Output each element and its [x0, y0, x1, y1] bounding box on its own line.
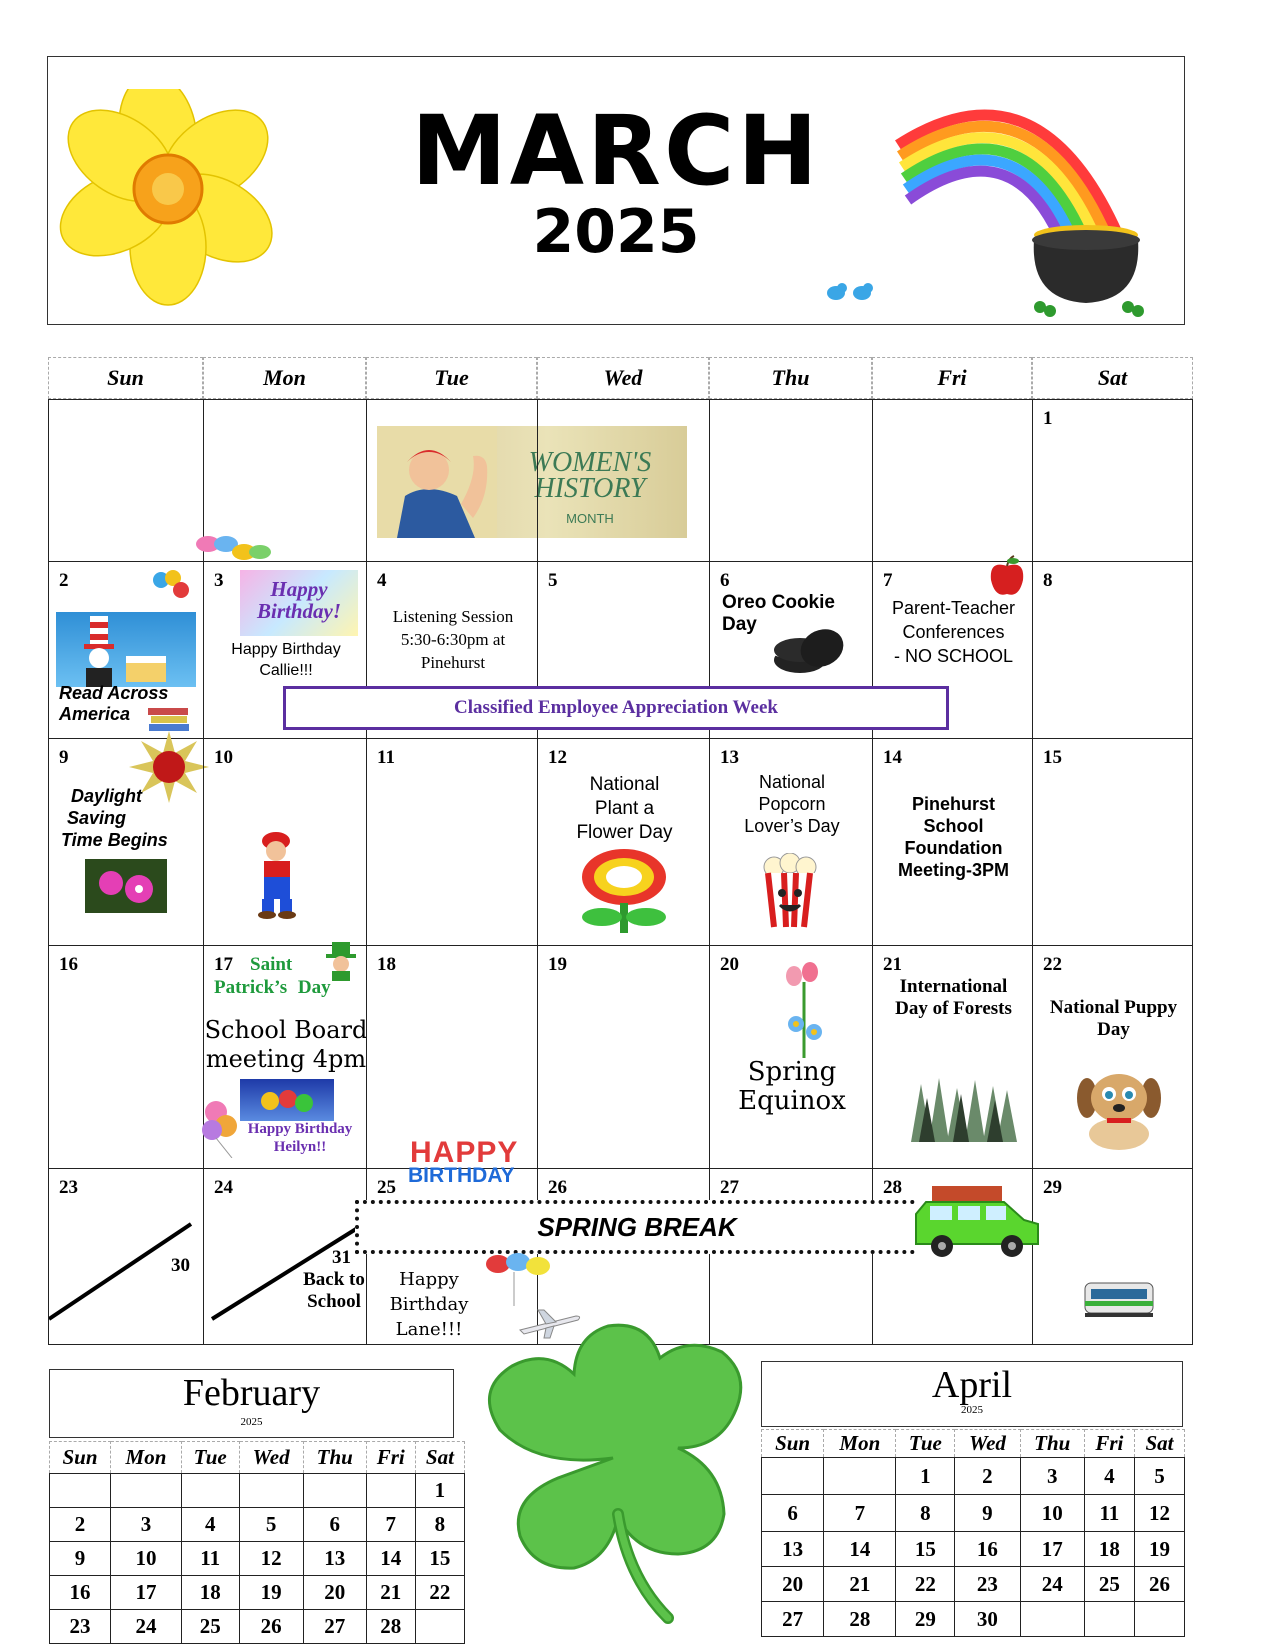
mini-dow: Sun	[762, 1430, 824, 1458]
day-number: 22	[1043, 954, 1062, 975]
mini-day[interactable]: 23	[955, 1567, 1020, 1602]
day-cell-17[interactable]	[203, 945, 367, 1169]
mini-day[interactable]: 20	[303, 1576, 366, 1610]
flower-photo	[85, 859, 167, 913]
day-number: 26	[548, 1177, 567, 1198]
day-number: 7	[883, 570, 893, 591]
mini-day[interactable]	[366, 1474, 415, 1508]
forest-trees-icon	[901, 1078, 1017, 1142]
day-cell-11[interactable]	[366, 738, 538, 946]
day-number: 1	[1043, 408, 1053, 429]
mini-day[interactable]: 26	[239, 1610, 303, 1644]
mini-day[interactable]: 9	[50, 1542, 111, 1576]
train-icon	[1083, 1279, 1155, 1319]
school-board-line-2: meeting 4pm	[205, 1045, 367, 1073]
day-number: 8	[1043, 570, 1053, 591]
foundation-line-1: Pinehurst	[911, 794, 995, 814]
mini-calendar-table	[761, 1429, 1185, 1637]
womens-history-line-2: HISTORY	[534, 473, 646, 504]
day-cell-empty[interactable]	[366, 399, 652, 562]
ptc-line-3: - NO SCHOOL	[893, 646, 1013, 666]
happy-birthday-card-text: Happy Birthday!	[256, 577, 342, 623]
dst-line-2: Saving	[67, 808, 127, 828]
calendar-month-title: MARCH	[411, 95, 821, 207]
mini-day[interactable]: 11	[181, 1542, 239, 1576]
calendar-year: 2025	[532, 197, 700, 267]
listening-session-line-1: Listening Session	[392, 607, 514, 626]
mini-day[interactable]: 22	[896, 1567, 955, 1602]
mini-day[interactable]: 9	[955, 1495, 1020, 1532]
day-number: 3	[214, 570, 224, 591]
mini-dow: Mon	[111, 1442, 182, 1474]
puppy-line-1: National Puppy	[1049, 997, 1178, 1018]
day-cell-empty[interactable]	[537, 399, 710, 562]
day-cell-empty[interactable]	[48, 399, 204, 562]
mini-day[interactable]: 22	[415, 1576, 464, 1610]
day-cell-16[interactable]	[48, 945, 204, 1169]
day-number: 10	[214, 747, 233, 768]
day-cell-13[interactable]	[709, 738, 873, 946]
balloons-icon	[240, 1079, 334, 1121]
mini-day[interactable]: 6	[303, 1508, 366, 1542]
mini-day[interactable]	[824, 1458, 896, 1495]
mini-day[interactable]: 16	[955, 1532, 1020, 1567]
womens-history-line-3: MONTH	[566, 511, 614, 526]
spring-break-banner: SPRING BREAK	[355, 1200, 915, 1254]
day-cell-23-30[interactable]	[48, 1168, 204, 1345]
st-patricks-line-2: Patrick’s	[214, 977, 288, 998]
mini-day[interactable]: 26	[1134, 1567, 1184, 1602]
mini-day[interactable]: 24	[1020, 1567, 1084, 1602]
mini-day[interactable]: 23	[50, 1610, 111, 1644]
spring-equinox-line-1: Spring	[747, 1057, 837, 1087]
mini-day[interactable]: 8	[896, 1495, 955, 1532]
popcorn-icon	[754, 853, 824, 937]
day-number: 19	[548, 954, 567, 975]
day-cell-29[interactable]	[1032, 1168, 1193, 1345]
mini-day[interactable]: 11	[1084, 1495, 1134, 1532]
day-cell-2[interactable]	[48, 561, 204, 739]
mini-day[interactable]: 15	[896, 1532, 955, 1567]
mini-day[interactable]: 28	[824, 1602, 896, 1637]
day-cell-1[interactable]	[1032, 399, 1193, 562]
day-number: 21	[883, 954, 902, 975]
mini-day[interactable]	[415, 1610, 464, 1644]
mini-day[interactable]: 2	[955, 1458, 1020, 1495]
birthday-callie-line-1: Happy Birthday	[231, 641, 341, 658]
back-to-school-line-1: Back to	[303, 1269, 365, 1290]
mini-day[interactable]: 24	[111, 1610, 182, 1644]
cat-in-hat-icon	[56, 612, 196, 687]
mini-dow: Sun	[50, 1442, 111, 1474]
mini-dow: Thu	[1020, 1430, 1084, 1458]
dst-line-3: Time Begins	[61, 830, 168, 850]
mini-day[interactable]: 25	[181, 1610, 239, 1644]
mini-day[interactable]: 5	[1134, 1458, 1184, 1495]
st-patricks-line-2-wrap	[214, 977, 331, 999]
forests-line-2: Day of Forests	[895, 998, 1012, 1019]
foundation-line-4: Meeting-3PM	[897, 860, 1009, 880]
mini-day[interactable]: 21	[366, 1576, 415, 1610]
fire-flower-icon	[574, 847, 674, 937]
day-number: 12	[548, 747, 567, 768]
day-cell-9[interactable]	[48, 738, 204, 946]
mini-day[interactable]: 13	[762, 1532, 824, 1567]
read-across-line-1: Read Across	[59, 683, 169, 703]
mini-day[interactable]: 1	[896, 1458, 955, 1495]
day-number: 4	[377, 570, 387, 591]
balloons-icon	[149, 568, 193, 608]
mini-day[interactable]: 10	[1020, 1495, 1084, 1532]
dow-tue: Tue	[366, 357, 537, 399]
day-number: 24	[214, 1177, 233, 1198]
mini-day[interactable]: 12	[1134, 1495, 1184, 1532]
dow-fri: Fri	[872, 357, 1032, 399]
mini-month-name: April	[931, 1364, 1013, 1406]
mini-day[interactable]: 3	[1020, 1458, 1084, 1495]
birthday-lane-line-2: Birthday	[389, 1294, 469, 1315]
dow-mon: Mon	[203, 357, 366, 399]
balloons-icon	[194, 532, 272, 566]
mini-day[interactable]	[303, 1474, 366, 1508]
mini-day[interactable]	[181, 1474, 239, 1508]
day-number: 28	[883, 1177, 902, 1198]
happy-birthday-art-line-2: BIRTHDAY	[408, 1164, 515, 1187]
mini-day[interactable]: 17	[1020, 1532, 1084, 1567]
happy-birthday-art	[404, 1135, 524, 1205]
day-number: 29	[1043, 1177, 1062, 1198]
mini-day[interactable]: 27	[762, 1602, 824, 1637]
st-patricks-line-1: Saint	[250, 954, 293, 975]
mini-month-name: February	[182, 1372, 321, 1414]
mini-dow: Wed	[955, 1430, 1020, 1458]
birthday-balloons-image	[240, 1079, 334, 1121]
mini-day[interactable]: 12	[239, 1542, 303, 1576]
mini-day[interactable]: 7	[824, 1495, 896, 1532]
oreo-cookie-icon	[770, 622, 850, 680]
mini-calendar-title	[761, 1361, 1183, 1427]
mini-day[interactable]: 16	[50, 1576, 111, 1610]
mini-year: 2025	[961, 1404, 983, 1416]
foundation-line-2: School	[923, 816, 984, 836]
day-number: 16	[59, 954, 78, 975]
day-number: 6	[720, 570, 730, 591]
day-cell-14[interactable]	[872, 738, 1033, 946]
mini-day[interactable]: 14	[824, 1532, 896, 1567]
listening-session-line-3: Pinehurst	[420, 653, 486, 672]
day-number: 13	[720, 747, 739, 768]
day-cell-empty[interactable]	[709, 399, 873, 562]
mini-day[interactable]: 30	[955, 1602, 1020, 1637]
day-number: 20	[720, 954, 739, 975]
pink-flower-icon	[85, 859, 167, 913]
family-car-icon	[912, 1180, 1044, 1260]
mini-dow: Fri	[1084, 1430, 1134, 1458]
day-cell-24-31[interactable]	[203, 1168, 367, 1345]
plant-flower-line-1: National	[589, 774, 660, 795]
day-number: 25	[377, 1177, 396, 1198]
birthday-lane-line-1: Happy	[399, 1269, 459, 1290]
mini-dow: Sat	[1134, 1430, 1184, 1458]
mini-day[interactable]: 8	[415, 1508, 464, 1542]
day-cell-8[interactable]	[1032, 561, 1193, 739]
ptc-line-2: Conferences	[902, 622, 1005, 642]
mini-day[interactable]: 19	[239, 1576, 303, 1610]
day-cell-empty[interactable]	[872, 399, 1033, 562]
spring-equinox-line-2: Equinox	[738, 1086, 846, 1116]
dst-line-1: Daylight	[71, 786, 143, 806]
day-number: 31	[332, 1247, 351, 1268]
st-patricks-line-3: Day	[297, 977, 331, 998]
mini-day[interactable]: 13	[303, 1542, 366, 1576]
mini-day[interactable]: 10	[111, 1542, 182, 1576]
school-board-line-1: School Board	[204, 1016, 368, 1044]
mini-day[interactable]: 5	[239, 1508, 303, 1542]
mini-day[interactable]	[1020, 1602, 1084, 1637]
mini-day[interactable]: 1	[415, 1474, 464, 1508]
day-number: 2	[59, 570, 69, 591]
womens-history-line-1: WOMEN'S	[528, 447, 652, 478]
day-cell-20[interactable]	[709, 945, 873, 1169]
spring-flowers-icon	[776, 962, 832, 1058]
mini-day[interactable]: 27	[303, 1610, 366, 1644]
day-cell-10[interactable]	[203, 738, 367, 946]
mini-day[interactable]: 21	[824, 1567, 896, 1602]
mini-day[interactable]: 4	[1084, 1458, 1134, 1495]
plant-flower-line-3: Flower Day	[576, 822, 673, 843]
mini-dow: Fri	[366, 1442, 415, 1474]
mini-day[interactable]: 14	[366, 1542, 415, 1576]
dow-wed: Wed	[537, 357, 709, 399]
books-stack-icon	[145, 702, 193, 734]
rainbow-pot-of-gold-icon	[888, 85, 1148, 325]
day-number: 14	[883, 747, 902, 768]
balloons-icon	[484, 1250, 554, 1306]
birthday-heilyn-line-1: Happy Birthday	[247, 1121, 353, 1137]
mini-day[interactable]: 18	[181, 1576, 239, 1610]
forests-line-1: International	[899, 976, 1008, 997]
day-number: 15	[1043, 747, 1062, 768]
bluebirds-icon	[820, 279, 880, 307]
mini-day[interactable]: 3	[111, 1508, 182, 1542]
leprechaun-icon	[320, 940, 362, 982]
foundation-line-3: Foundation	[904, 838, 1003, 858]
mini-dow: Tue	[896, 1430, 955, 1458]
mini-day[interactable]: 19	[1134, 1532, 1184, 1567]
day-cell-12[interactable]	[537, 738, 710, 946]
day-number: 18	[377, 954, 396, 975]
ptc-line-1: Parent-Teacher	[891, 598, 1016, 618]
dr-seuss-birthday-image	[56, 612, 196, 687]
mini-day[interactable]: 29	[896, 1602, 955, 1637]
mini-day[interactable]: 2	[50, 1508, 111, 1542]
day-cell-22[interactable]	[1032, 945, 1193, 1169]
mini-day[interactable]: 4	[181, 1508, 239, 1542]
mini-day[interactable]	[762, 1458, 824, 1495]
mini-day[interactable]	[1084, 1602, 1134, 1637]
popcorn-line-1: National	[758, 772, 826, 792]
day-cell-15[interactable]	[1032, 738, 1193, 946]
mini-day[interactable]: 25	[1084, 1567, 1134, 1602]
read-across-line-2: America	[59, 704, 131, 724]
mini-day[interactable]: 6	[762, 1495, 824, 1532]
oreo-day-line-1: Oreo Cookie	[722, 592, 835, 613]
mini-dow: Wed	[239, 1442, 303, 1474]
popcorn-line-3: Lover’s Day	[744, 816, 840, 836]
birthday-heilyn-line-2: Heilyn!!	[273, 1139, 327, 1155]
mini-day[interactable]: 18	[1084, 1532, 1134, 1567]
mini-day[interactable]: 28	[366, 1610, 415, 1644]
apple-icon	[987, 554, 1027, 598]
dow-thu: Thu	[709, 357, 872, 399]
mini-day[interactable]	[50, 1474, 111, 1508]
mini-day[interactable]	[239, 1474, 303, 1508]
mini-day[interactable]	[1134, 1602, 1184, 1637]
day-number: 30	[171, 1255, 190, 1276]
birthday-lane-line-3: Lane!!!	[395, 1319, 463, 1340]
popcorn-line-2: Popcorn	[758, 794, 826, 814]
back-to-school-line-2: School	[307, 1291, 361, 1312]
appreciation-week-banner: Classified Employee Appreciation Week	[283, 686, 949, 730]
calendar-header	[47, 56, 1185, 325]
mini-dow: Mon	[824, 1430, 896, 1458]
mini-year: 2025	[240, 1416, 263, 1428]
shamrock-icon	[478, 1318, 748, 1630]
puppy-line-2: Day	[1097, 1019, 1130, 1040]
mini-dow: Sat	[415, 1442, 464, 1474]
happy-birthday-art-line-1: HAPPY	[410, 1136, 519, 1169]
day-cell-21[interactable]	[872, 945, 1033, 1169]
mini-dow: Thu	[303, 1442, 366, 1474]
listening-session-line-2: 5:30-6:30pm at	[400, 630, 506, 649]
mini-day[interactable]: 15	[415, 1542, 464, 1576]
dow-sat: Sat	[1032, 357, 1193, 399]
day-number: 27	[720, 1177, 739, 1198]
dow-sun: Sun	[48, 357, 203, 399]
day-cell-19[interactable]	[537, 945, 710, 1169]
mini-calendar-title	[49, 1369, 454, 1438]
rosie-riveter-icon	[377, 426, 497, 538]
day-number: 11	[377, 747, 395, 768]
birthday-callie-line-2: Callie!!!	[259, 662, 313, 679]
day-number: 9	[59, 747, 69, 768]
mario-icon	[252, 827, 302, 919]
plant-flower-line-2: Plant a	[594, 798, 655, 819]
day-number: 5	[548, 570, 558, 591]
mini-dow: Tue	[181, 1442, 239, 1474]
mini-day[interactable]: 20	[762, 1567, 824, 1602]
day-number: 23	[59, 1177, 78, 1198]
day-number: 17	[214, 954, 233, 975]
oreo-day-line-2: Day	[722, 614, 757, 635]
puppy-icon	[1073, 1068, 1165, 1152]
mini-day[interactable]: 7	[366, 1508, 415, 1542]
mini-day[interactable]: 17	[111, 1576, 182, 1610]
mini-calendar-table	[49, 1441, 465, 1644]
mini-day[interactable]	[111, 1474, 182, 1508]
happy-birthday-card	[240, 570, 358, 636]
